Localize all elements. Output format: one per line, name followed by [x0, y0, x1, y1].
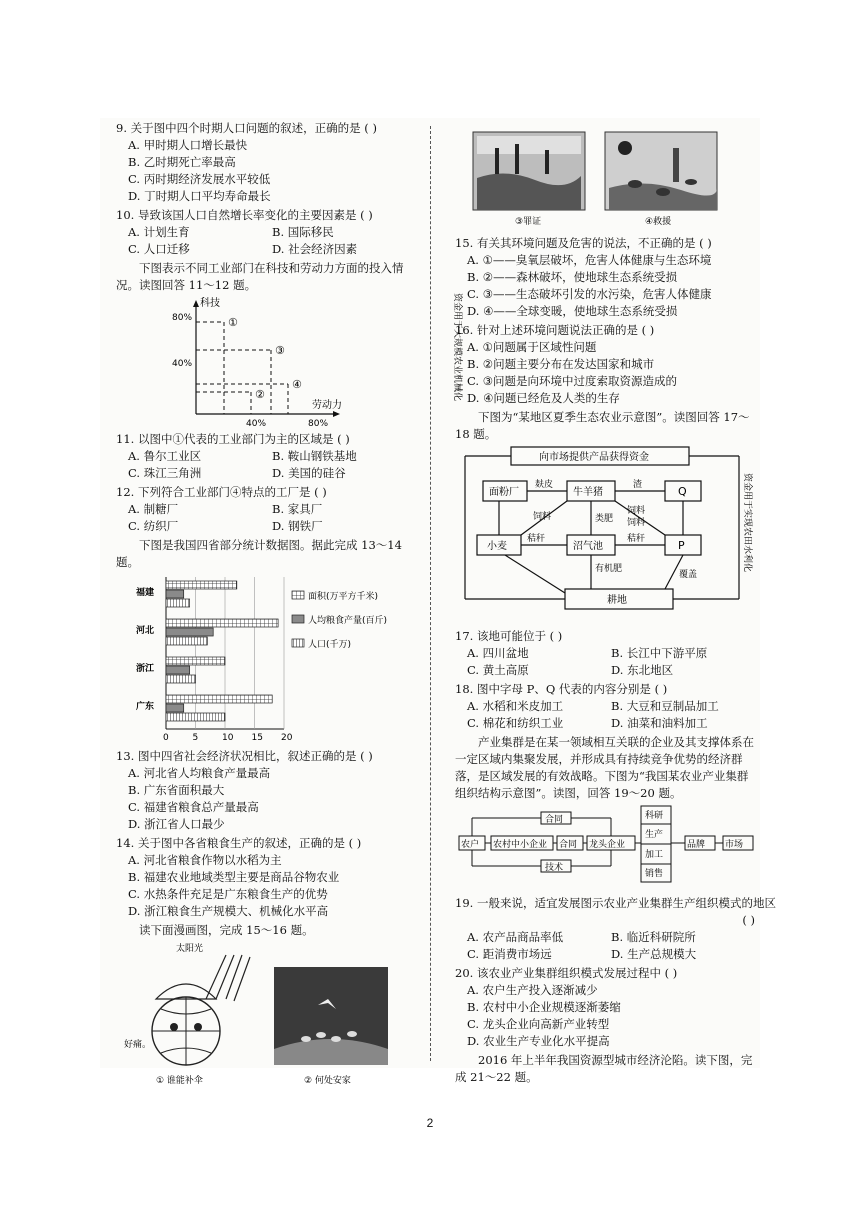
bar-category-label: 河北 — [136, 626, 155, 636]
bar-x-tick: 10 — [222, 733, 234, 743]
bar-mark — [166, 666, 190, 674]
question-15 — [455, 235, 755, 320]
bar-category-label: 福建 — [136, 588, 155, 598]
q19-option-a: A. 农产品商品率低 — [467, 930, 564, 944]
question-19 — [455, 895, 776, 963]
fig4-farmer: 农户 — [461, 840, 480, 850]
fig4-leader: 龙头企业 — [589, 840, 626, 850]
question-11 — [116, 431, 416, 482]
q10-stem: 10. 导致该国人口自然增长率变化的主要因素是 — [116, 208, 357, 222]
intro-17-18: 下图为“某地区夏季生态农业示意图”。读图回答 17～18 题。 — [455, 410, 750, 441]
fig1-x-axis: 劳动力 — [312, 400, 342, 411]
cartoon-ozone — [124, 942, 250, 1086]
q13-option-a: A. 河北省人均粮食产量最高 — [128, 766, 271, 780]
q14-stem: 14. 关于图中各省粮食生产的叙述，正确的是 — [116, 836, 345, 850]
fig4-sme: 农村中小企业 — [493, 840, 548, 850]
q16-option-a: A. ①问题属于区域性问题 — [467, 340, 597, 354]
fig3-field: 耕地 — [607, 595, 627, 606]
fig4-sales: 销售 — [645, 869, 664, 879]
cartoon-water-pollution — [473, 132, 585, 227]
cartoon-rescue — [605, 132, 717, 227]
q18-option-d: D. 油菜和油料加工 — [611, 716, 708, 730]
q9-option-d: D. 丁时期人口平均寿命最长 — [128, 189, 271, 203]
q13-stem: 13. 图中四省社会经济状况相比，叙述正确的是 — [116, 749, 357, 763]
fig3-cattle: 牛羊猪 — [573, 487, 603, 498]
fig3-bran: 麸皮 — [535, 480, 554, 490]
q19-paren: ( ) — [742, 913, 755, 927]
intro-15-16: 读下面漫画图，完成 15～16 题。 — [139, 923, 314, 937]
left-column — [116, 118, 416, 1094]
legend-label: 人均粮食产量(百斤) — [308, 616, 388, 626]
q20-option-a: A. 农户生产投入逐渐减少 — [467, 983, 598, 997]
bar-mark — [166, 628, 213, 636]
bar-mark — [166, 695, 272, 703]
bar-mark — [166, 675, 196, 683]
q13-option-c: C. 福建省粮食总产量最高 — [128, 800, 259, 814]
province-stats-bar-chart — [116, 571, 416, 741]
question-20 — [455, 965, 755, 1050]
fig3-feed1: 饲料 — [533, 512, 552, 522]
cartoon-3-caption: ③罪证 — [515, 217, 542, 227]
fig3-straw2: 秸秆 — [627, 534, 646, 544]
fig3-manure: 类肥 — [595, 514, 614, 524]
fig1-point-3: ③ — [275, 344, 285, 357]
q15-option-d: D. ④——全球变暖，使地球生态系统受损 — [467, 304, 678, 318]
q17-stem: 17. 该地可能位于 — [455, 629, 546, 643]
hurt-label: 好痛。 — [124, 1040, 152, 1050]
intro-19-20: 产业集群是在某一领域相互关联的企业及其支撑体系在一定区域内集聚发展，并形成具有持续竞争优势的经济群落，是区域发展的有效战略。下图为“我国某农业产业集群组织结构示意图”。读图，回答 19～20 题。 — [455, 735, 754, 800]
bar-mark — [166, 713, 225, 721]
fig3-right-side: 资金用于实现农田水利化 — [742, 473, 752, 573]
page-number: 2 — [426, 1116, 434, 1130]
bar-mark — [166, 590, 184, 598]
legend-swatch — [292, 591, 304, 599]
q9-option-c: C. 丙时期经济发展水平较低 — [128, 172, 271, 186]
intro-13-14: 下图是我国四省部分统计数据图。据此完成 13～14 题。 — [116, 538, 402, 569]
question-10 — [116, 207, 416, 258]
q14-option-d: D. 浙江粮食生产规模大、机械化水平高 — [128, 904, 329, 918]
fig3-feed3: 饲料 — [627, 518, 646, 528]
fig4-research: 科研 — [645, 811, 664, 821]
question-16 — [455, 322, 755, 407]
cartoons-1-2 — [116, 939, 416, 1089]
intro-11-12: 下图表示不同工业部门在科技和劳动力方面的投入情况。读图回答 11～12 题。 — [116, 261, 404, 292]
q18-paren: ( ) — [654, 682, 668, 696]
q18-option-b: B. 大豆和豆制品加工 — [611, 699, 719, 713]
q9-paren: ( ) — [364, 121, 377, 135]
right-column — [452, 118, 776, 1086]
fig3-straw1: 秸秆 — [527, 534, 546, 544]
legend-swatch — [292, 639, 304, 647]
industry-cluster-diagram — [455, 802, 755, 888]
q12-option-a: A. 制糖厂 — [128, 502, 179, 516]
q10-paren: ( ) — [360, 208, 373, 222]
q11-option-a: A. 鲁尔工业区 — [128, 449, 202, 463]
q14-option-a: A. 河北省粮食作物以水稻为主 — [128, 853, 282, 867]
fig1-y80: 80% — [172, 313, 193, 323]
fig1-x80: 80% — [308, 419, 329, 429]
fig3-top: 向市场提供产品获得资金 — [539, 452, 649, 463]
q18-option-c: C. 棉花和纺织工业 — [467, 716, 564, 730]
q16-option-d: D. ④问题已经危及人类的生存 — [467, 391, 620, 405]
question-14 — [116, 835, 416, 920]
bar-mark — [166, 657, 225, 665]
q12-option-b: B. 家具厂 — [272, 502, 323, 516]
q9-option-b: B. 乙时期死亡率最高 — [128, 155, 236, 169]
fig1-point-4: ④ — [292, 378, 302, 391]
cartoon-forest — [274, 967, 388, 1086]
q19-option-c: C. 距消费市场远 — [467, 947, 552, 961]
fig3-left-side: 资金用于大规模农业机械化 — [452, 293, 462, 402]
fig4-market: 市场 — [725, 840, 744, 850]
q20-option-b: B. 农村中小企业规模逐渐萎缩 — [467, 1000, 621, 1014]
bar-category-label: 浙江 — [136, 664, 155, 674]
q13-option-b: B. 广东省面积最大 — [128, 783, 225, 797]
q11-option-b: B. 鞍山钢铁基地 — [272, 449, 357, 463]
question-17 — [455, 628, 755, 679]
q20-paren: ( ) — [664, 966, 678, 980]
q13-option-d: D. 浙江省人口最少 — [128, 817, 225, 831]
q11-option-d: D. 美国的硅谷 — [272, 466, 346, 480]
fig1-point-2: ② — [255, 388, 265, 401]
q17-option-b: B. 长江中下游平原 — [611, 646, 708, 660]
q17-option-a: A. 四川盆地 — [467, 646, 529, 660]
column-divider — [430, 126, 431, 1061]
legend-label: 人口(千万) — [308, 640, 352, 650]
fig3-feed2: 饲料 — [627, 506, 646, 516]
question-18 — [455, 681, 755, 732]
q13-paren: ( ) — [360, 749, 373, 763]
q12-stem: 12. 下列符合工业部门④特点的工厂是 — [116, 485, 311, 499]
q15-option-a: A. ①——臭氧层破坏，危害人体健康与生态环境 — [467, 253, 712, 267]
q16-stem: 16. 针对上述环境问题说法正确的是 — [455, 323, 638, 337]
bar-x-tick: 0 — [163, 733, 169, 743]
q17-paren: ( ) — [549, 629, 563, 643]
q12-option-d: D. 钢铁厂 — [272, 519, 323, 533]
bar-mark — [166, 599, 190, 607]
q14-option-b: B. 福建农业地域类型主要是商品谷物农业 — [128, 870, 340, 884]
q14-paren: ( ) — [348, 836, 362, 850]
fig3-biogas: 沼气池 — [573, 541, 603, 552]
q19-stem: 19. 一般来说，适宜发展图示农业产业集群生产组织模式的地区 — [455, 896, 776, 910]
q15-option-c: C. ③——生态破坏引发的水污染，危害人体健康 — [467, 287, 712, 301]
q10-option-d: D. 社会经济因素 — [272, 242, 358, 256]
q19-option-d: D. 生产总规模大 — [611, 947, 697, 961]
question-13 — [116, 748, 416, 833]
bar-mark — [166, 581, 237, 589]
fig3-flour: 面粉厂 — [489, 487, 519, 498]
bar-x-tick: 20 — [281, 733, 293, 743]
q18-stem: 18. 图中字母 P、Q 代表的内容分别是 — [455, 682, 651, 696]
cartoon-1-caption: ① 谁能补伞 — [156, 1076, 203, 1086]
q10-option-a: A. 计划生育 — [128, 225, 190, 239]
fig1-x40: 40% — [246, 419, 267, 429]
q11-paren: ( ) — [337, 432, 350, 446]
fig4-process: 加工 — [645, 850, 664, 860]
fig4-contract-top: 合同 — [545, 815, 564, 825]
q10-option-c: C. 人口迁移 — [128, 242, 190, 256]
q15-option-b: B. ②——森林破坏，使地球生态系统受损 — [467, 270, 678, 284]
bar-x-tick: 5 — [192, 733, 199, 743]
legend-swatch — [292, 615, 304, 623]
q9-stem: 9. 关于图中四个时期人口问题的叙述，正确的是 — [116, 121, 361, 135]
fig4-tech: 技术 — [545, 863, 564, 873]
legend-label: 面积(万平方千米) — [308, 592, 379, 602]
q12-option-c: C. 纺织厂 — [128, 519, 179, 533]
bar-category-label: 广东 — [136, 702, 155, 712]
bar-mark — [166, 619, 278, 627]
fig1-point-1: ① — [228, 316, 238, 329]
q17-option-c: C. 黄土高原 — [467, 663, 529, 677]
question-12 — [116, 484, 416, 535]
fig3-fertilizer: 有机肥 — [595, 564, 623, 574]
fig3-p: P — [678, 539, 685, 552]
question-9 — [116, 120, 416, 205]
q9-option-a: A. 甲时期人口增长最快 — [128, 138, 248, 152]
q12-paren: ( ) — [314, 485, 327, 499]
q10-option-b: B. 国际移民 — [272, 225, 334, 239]
fig4-contract-mid: 合同 — [559, 840, 578, 850]
q16-option-c: C. ③问题是向环境中过度索取资源造成的 — [467, 374, 678, 388]
q20-option-c: C. 龙头企业向高新产业转型 — [467, 1017, 610, 1031]
fig1-y-axis: 科技 — [200, 298, 220, 309]
q14-option-c: C. 水热条件充足是广东粮食生产的优势 — [128, 887, 328, 901]
q20-option-d: D. 农业生产专业化水平提高 — [467, 1034, 610, 1048]
fig3-q: Q — [678, 485, 687, 498]
sun-label: 太阳光 — [176, 944, 204, 954]
bar-x-tick: 15 — [251, 733, 263, 743]
fig3-dregs: 渣 — [633, 480, 643, 490]
q20-stem: 20. 该农业产业集群组织模式发展过程中 — [455, 966, 661, 980]
q16-paren: ( ) — [641, 323, 655, 337]
q15-stem: 15. 有关其环境问题及危害的说法，不正确的是 — [455, 236, 696, 250]
bar-mark — [166, 637, 207, 645]
fig3-mulch: 覆盖 — [679, 570, 698, 580]
q16-option-b: B. ②问题主要分布在发达国家和城市 — [467, 357, 655, 371]
q18-option-a: A. 水稻和米皮加工 — [467, 699, 564, 713]
q19-option-b: B. 临近科研院所 — [611, 930, 696, 944]
bar-mark — [166, 704, 184, 712]
fig3-wheat: 小麦 — [487, 541, 507, 552]
q11-stem: 11. 以图中①代表的工业部门为主的区域是 — [116, 432, 334, 446]
q11-option-c: C. 珠江三角洲 — [128, 466, 202, 480]
cartoon-2-caption: ② 何处安家 — [304, 1076, 351, 1086]
cartoons-3-4 — [455, 118, 755, 228]
fig4-produce: 生产 — [645, 830, 664, 840]
industry-input-chart — [116, 294, 416, 429]
q17-option-d: D. 东北地区 — [611, 663, 674, 677]
intro-21-22: 2016 年上半年我国资源型城市经济沦陷。读下图，完成 21～22 题。 — [455, 1053, 753, 1084]
q15-paren: ( ) — [699, 236, 712, 250]
cartoon-4-caption: ④救援 — [645, 217, 672, 227]
fig4-brand: 品牌 — [687, 840, 706, 850]
exam-sheet — [100, 118, 776, 1086]
fig1-y40: 40% — [172, 359, 193, 369]
